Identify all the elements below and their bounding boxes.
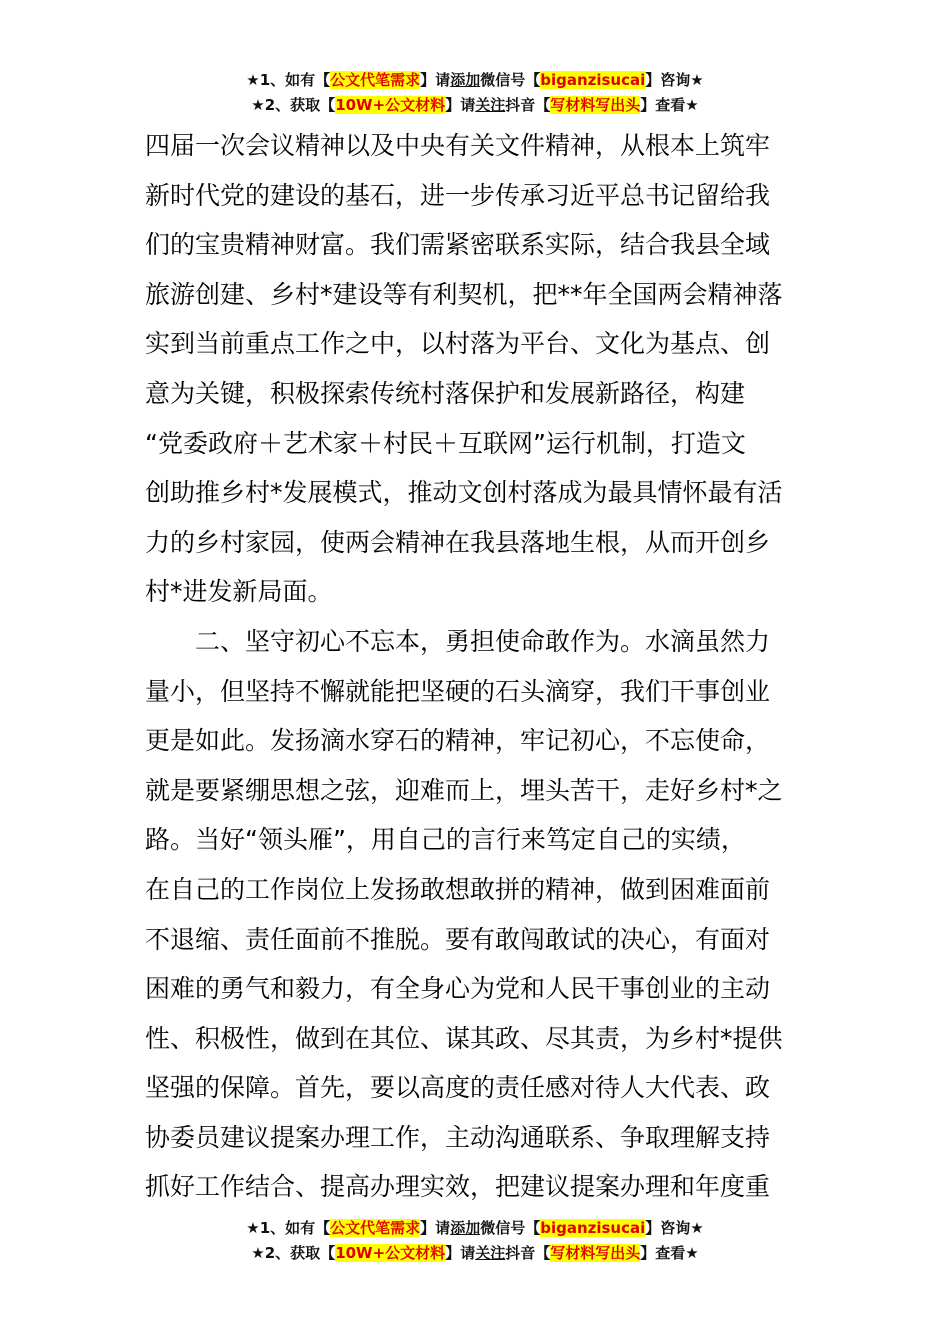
body-line: 新时代党的建设的基石，进一步传承习近平总书记留给我	[145, 180, 771, 210]
banner-line-2	[0, 93, 950, 118]
banner-text: 抖音【	[505, 1244, 551, 1262]
body-line: 们的宝贵精神财富。我们需紧密联系实际，结合我县全域	[145, 230, 771, 260]
banner-line-2	[0, 1241, 950, 1266]
banner-text: 】请	[445, 1244, 476, 1262]
body-line: 性、积极性，做到在其位、谋其政、尽其责，为乡村*提供	[145, 1023, 783, 1053]
highlight-service: 公文代笔需求	[330, 1219, 421, 1237]
section-heading-line: 二、坚守初心不忘本，勇担使命敢作为。水滴虽然力	[195, 626, 771, 656]
banner-emphasis: 添加	[450, 1219, 481, 1237]
banner-text: 微信号【	[480, 1219, 541, 1237]
body-line: 坚强的保障。首先，要以高度的责任感对待人大代表、政	[145, 1073, 771, 1103]
body-line: 在自己的工作岗位上发扬敢想敢拼的精神，做到困难面前	[145, 874, 771, 904]
footer-banner	[0, 1216, 950, 1266]
body-line: 意为关键，积极探索传统村落保护和发展新路径，构建	[145, 378, 746, 408]
body-line: 更是如此。发扬滴水穿石的精神，牢记初心，不忘使命，	[145, 726, 771, 756]
highlight-service: 公文代笔需求	[330, 71, 421, 89]
body-line: 抓好工作结合、提高办理实效，把建议提案办理和年度重	[145, 1172, 771, 1202]
body-line: 村*进发新局面。	[145, 577, 333, 607]
banner-text: 】请	[445, 96, 476, 114]
highlight-materials: 10W+公文材料	[335, 1244, 446, 1262]
banner-text: 抖音【	[505, 96, 551, 114]
banner-text: ★2、获取【	[251, 1244, 336, 1262]
highlight-wechat-id: biganzisucai	[540, 1219, 646, 1237]
banner-line-1	[0, 68, 950, 93]
body-line: 协委员建议提案办理工作，主动沟通联系、争取理解支持	[145, 1122, 771, 1152]
banner-line-1	[0, 1216, 950, 1241]
highlight-douyin-account: 写材料写出头	[550, 1244, 641, 1262]
body-line: 路。当好“领头雁”，用自己的言行来笃定自己的实绩，	[145, 825, 746, 855]
header-banner	[0, 68, 950, 118]
banner-emphasis: 关注	[475, 1244, 506, 1262]
body-line: 四届一次会议精神以及中央有关文件精神，从根本上筑牢	[145, 131, 771, 160]
body-line: 就是要紧绷思想之弦，迎难而上，埋头苦干，走好乡村*之	[145, 775, 783, 805]
banner-text: 】咨询★	[645, 71, 704, 89]
banner-text: ★2、获取【	[251, 96, 336, 114]
body-line: 量小，但坚持不懈就能把坚硬的石头滴穿，我们干事创业	[145, 676, 771, 706]
banner-text: 】咨询★	[645, 1219, 704, 1237]
banner-text: 微信号【	[480, 71, 541, 89]
highlight-douyin-account: 写材料写出头	[550, 96, 641, 114]
banner-emphasis: 添加	[450, 71, 481, 89]
highlight-materials: 10W+公文材料	[335, 96, 446, 114]
document-body	[145, 121, 815, 1212]
banner-text: 】请	[420, 71, 451, 89]
highlight-wechat-id: biganzisucai	[540, 71, 646, 89]
banner-text: ★1、如有【	[246, 71, 331, 89]
body-line: 困难的勇气和毅力，有全身心为党和人民干事创业的主动	[145, 974, 771, 1004]
body-line: “党委政府＋艺术家＋村民＋互联网”运行机制，打造文	[145, 428, 746, 458]
body-line: 创助推乡村*发展模式，推动文创村落成为最具情怀最有活	[145, 478, 783, 508]
banner-text: 】查看★	[640, 96, 699, 114]
banner-text: ★1、如有【	[246, 1219, 331, 1237]
body-line: 不退缩、责任面前不推脱。要有敢闯敢试的决心，有面对	[145, 924, 771, 954]
banner-text: 】请	[420, 1219, 451, 1237]
body-line: 旅游创建、乡村*建设等有利契机，把**年全国两会精神落	[145, 279, 783, 309]
body-line: 实到当前重点工作之中，以村落为平台、文化为基点、创	[145, 329, 771, 359]
banner-emphasis: 关注	[475, 96, 506, 114]
body-line: 力的乡村家园，使两会精神在我县落地生根，从而开创乡	[145, 527, 771, 557]
banner-text: 】查看★	[640, 1244, 699, 1262]
